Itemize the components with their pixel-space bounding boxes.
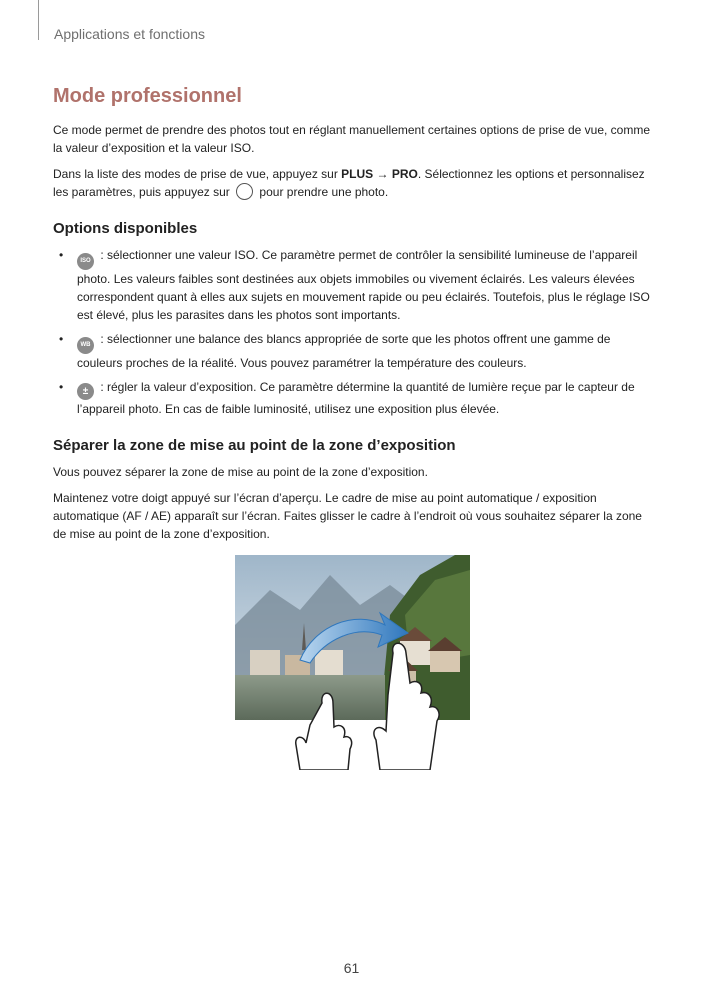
options-heading: Options disponibles [53,220,198,237]
separate-heading: Séparer la zone de mise au point de la zone d’exposition [53,437,456,454]
illustration [230,555,475,770]
intro-paragraph: Ce mode permet de prendre des photos tout en réglant manuellement certaines options de prise de vue, comme la valeur d’exposition et la valeur ISO. [53,123,651,155]
shutter-button-icon [236,183,253,200]
separate-paragraph-2: Maintenez votre doigt appuyé sur l’écran d’aperçu. Le cadre de mise au point automatique / exposition automatique (AF / AE) apparaît sur l’écran. Faites glisser le cadre à l’endroit où vous souhaitez séparer la zone de mise au point de la zone d’exposition. [53,491,642,541]
exposure-icon: ± [77,383,94,400]
plus-label: PLUS [341,167,374,181]
section-title: Mode professionnel [53,85,242,107]
pro-label: PRO [391,167,418,181]
chapter-title: Applications et fonctions [54,26,205,42]
list-item: • ± : régler la valeur d’exposition. Ce paramètre détermine la quantité de lumière reçue par le capteur de l’appareil photo. En cas de faible luminosité, utilisez une exposition plus élevée. [59,380,635,416]
header-rule [38,0,39,40]
list-item: • ISO : sélectionner une valeur ISO. Ce paramètre permet de contrôler la sensibilité lumineuse de l’appareil photo. Les valeurs faibles sont destinées aux objets immobiles ou vivement éclairés. Les valeurs élevées correspondent quant à elles aux sujets en mouvement rapide ou peu éclairés. Toutefois, plus le réglage ISO est élevé, plus les parasites dans les photos sont importants. [59,248,650,322]
instruction-paragraph: Dans la liste des modes de prise de vue, appuyez sur PLUS → PRO. Sélectionnez les options et personnalisez les paramètres, puis appuyez sur pour prendre une photo. [53,167,645,199]
photo-background [235,555,470,720]
page-number: 61 [343,960,360,976]
preview-photo-illustration [230,555,475,770]
list-item: • WB : sélectionner une balance des blancs appropriée de sorte que les photos offrent une gamme de couleurs proches de la réalité. Vous pouvez paramétrer la température des couleurs. [59,332,611,370]
page-content [53,85,653,551]
white-balance-icon: WB [77,337,94,354]
separate-paragraph-1: Vous pouvez séparer la zone de mise au point de la zone d’exposition. [53,465,428,479]
iso-icon: ISO [77,253,94,270]
options-list [53,246,653,418]
